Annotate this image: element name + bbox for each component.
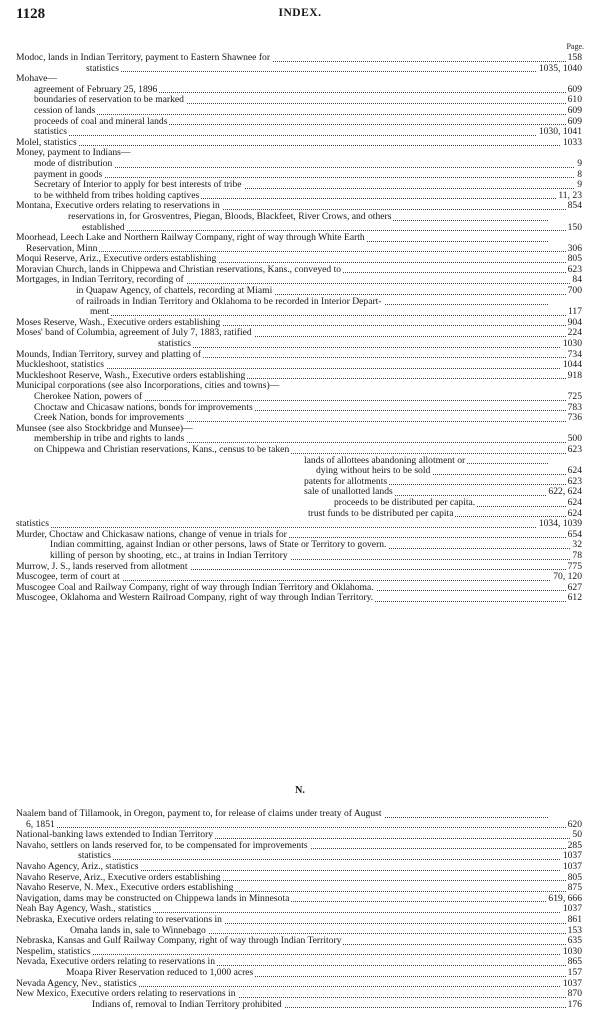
index-entry (16, 106, 582, 117)
index-entry (16, 968, 582, 979)
entry-text: statistics (86, 62, 120, 74)
entry-text: lands of allottees abandoning allotment or (304, 454, 466, 466)
page-reference: 176 (567, 998, 582, 1010)
page-reference: 700 (567, 285, 582, 297)
entry-text: Cherokee Nation, powers of (34, 391, 143, 402)
entry-text: dying without heirs to be sold (316, 465, 431, 477)
entry-text: Muckleshoot, statistics (16, 359, 104, 371)
dot-leader (158, 347, 582, 348)
page-reference: 620 (567, 818, 582, 830)
page-reference: 117 (567, 306, 582, 318)
index-entry (16, 509, 582, 520)
entry-text: Nespelim, statistics (16, 945, 91, 957)
dot-leader (34, 167, 582, 168)
page-reference: 1037 (562, 903, 582, 915)
page-reference: 918 (567, 369, 582, 381)
index-section-m (16, 53, 582, 604)
entry-text: of railroads in Indian Territory and Oklahoma to be recorded in Interior Depart- (76, 295, 382, 307)
index-entry (16, 445, 582, 456)
entry-text: Moses Reserve, Wash., Executive orders establishing (16, 316, 221, 328)
entry-text: Mohave— (16, 73, 58, 85)
page-reference: 623 (567, 443, 582, 455)
entry-text: Moqui Reserve, Ariz., Executive orders establishing (16, 253, 217, 265)
index-entry (16, 862, 582, 873)
page-reference: 610 (567, 94, 582, 106)
page-reference: 623 (567, 475, 582, 487)
index-entry (16, 212, 582, 223)
entry-text: statistics (78, 850, 112, 862)
page-reference: 78 (572, 549, 582, 561)
entry-text: Navigation, dams may be constructed on Chippewa lands in Minnesota (16, 892, 290, 904)
page-reference: 775 (567, 560, 582, 572)
page-reference: 11, 23 (558, 189, 582, 201)
page-reference: 635 (567, 935, 582, 947)
index-entry (16, 936, 582, 947)
entry-text: Neah Bay Agency, Wash., statistics (16, 903, 152, 915)
index-entry (16, 64, 582, 75)
entry-text: payment in goods (34, 168, 103, 180)
entry-text: National-banking laws extended to Indian Territory (16, 829, 214, 841)
dot-leader (16, 954, 582, 955)
index-entry (16, 159, 582, 170)
entry-text: Muckleshoot Reserve, Wash., Executive orders establishing (16, 369, 246, 381)
page-reference: 1030, 1041 (538, 126, 582, 138)
entry-text: Indian committing, against Indian or other persons, laws of State or Territory to govern. (50, 539, 387, 551)
page-reference: 150 (567, 221, 582, 233)
index-entry (16, 809, 582, 820)
page-reference: 1030 (562, 945, 582, 957)
index-entry (16, 498, 582, 509)
entry-text: Secretary of Interior to apply for best interests of tribe (34, 179, 242, 191)
page-reference: 84 (572, 274, 582, 286)
page-title: INDEX. (278, 7, 322, 19)
index-entry (16, 456, 582, 467)
index-entry (16, 466, 582, 477)
index-entry (16, 926, 582, 937)
dot-leader (78, 859, 582, 860)
page-number: 1128 (16, 6, 46, 22)
entry-text: patents for allotments (304, 475, 388, 487)
dot-leader (34, 114, 582, 115)
dot-leader (82, 230, 582, 231)
index-entry (16, 95, 582, 106)
page-reference: 622, 624 (548, 486, 582, 498)
entry-text: trust funds to be distributed per capita (308, 507, 454, 519)
index-entry (16, 551, 582, 562)
entry-text: Nevada Agency, Nev., statistics (16, 977, 137, 989)
page-reference: 805 (567, 253, 582, 265)
dot-leader (26, 251, 582, 252)
entry-text: to be withheld from tribes holding captives (34, 189, 200, 201)
section-heading-n: N. (295, 785, 305, 796)
page-reference: 1037 (562, 977, 582, 989)
page-reference: 1034, 1039 (538, 518, 582, 530)
entry-text: Money, payment to Indians— (16, 147, 131, 159)
entry-text: Navaho, settlers on lands reserved for, to be compensated for improvements (16, 839, 308, 851)
page-reference: 609 (567, 83, 582, 95)
entry-text: Naalem band of Tillamook, in Oregon, payment to, for release of claims under treaty of August (16, 808, 382, 819)
page-reference: 624 (567, 465, 582, 477)
page-reference: 1030 (562, 338, 582, 350)
index-entry (16, 947, 582, 958)
entry-text: Nebraska, Executive orders relating to reservations in (16, 913, 222, 925)
page-reference: 805 (567, 871, 582, 883)
page-reference: 725 (567, 391, 582, 402)
page-reference: 1037 (562, 860, 582, 872)
index-entry (16, 989, 582, 1000)
page-reference: 609 (567, 115, 582, 127)
entry-text: Nevada, Executive orders relating to reservations in (16, 956, 215, 968)
entry-text: Modoc, lands in Indian Territory, payment to Eastern Shawnee for (16, 52, 271, 63)
page-reference: 153 (567, 924, 582, 936)
page-reference: 736 (567, 412, 582, 424)
index-entry (16, 127, 582, 138)
dot-leader (90, 315, 582, 316)
index-entry (16, 957, 582, 968)
page-reference: 612 (567, 592, 582, 604)
entry-text: Reservation, Minn (26, 242, 98, 254)
page-reference: 783 (567, 401, 582, 413)
page-reference: 32 (572, 539, 582, 551)
entry-text: on Chippewa and Christian reservations, Kans., census to be taken (34, 443, 290, 455)
page-reference: 609 (567, 104, 582, 116)
entry-text: established (82, 221, 125, 233)
entry-text: membership in tribe and rights to lands (34, 433, 185, 445)
dot-leader (34, 177, 582, 178)
page-reference: 734 (567, 348, 582, 360)
entry-text: Navaho Reserve, Ariz., Executive orders establishing (16, 871, 221, 883)
page-reference: 9 (577, 179, 582, 191)
entry-text: Mortgages, in Indian Territory, recording of (16, 274, 184, 286)
dot-leader (86, 71, 582, 72)
entry-text: proceeds to be distributed per capita. (334, 496, 476, 508)
page-reference: 619, 666 (548, 892, 582, 904)
entry-text: Choctaw and Chicasaw nations, bonds for improvements (34, 401, 253, 413)
dot-leader (16, 145, 582, 146)
page-reference: 624 (567, 507, 582, 519)
page-header (16, 6, 584, 24)
page-reference: 624 (567, 496, 582, 508)
index-entry (16, 1000, 582, 1010)
entry-text: mode of distribution (34, 157, 113, 169)
entry-text: reservations in, for Grosventres, Piegan, Bloods, Blackfeet, River Crows, and others (68, 210, 392, 222)
index-entry (16, 593, 582, 604)
dot-leader (16, 527, 582, 528)
dot-leader (34, 135, 582, 136)
page-reference: 8 (577, 168, 582, 180)
entry-text: Indians of, removal to Indian Territory prohibited (92, 998, 282, 1010)
entry-text: 6, 1851 (26, 818, 55, 830)
dot-leader (26, 827, 582, 828)
page-reference: 654 (567, 528, 582, 540)
index-entry (16, 392, 582, 403)
page-reference: 1035, 1040 (538, 62, 582, 74)
index-entry (16, 328, 582, 339)
entry-text: New Mexico, Executive orders relating to reservations in (16, 988, 236, 1000)
index-entry (16, 117, 582, 128)
entry-text: proceeds of coal and mineral lands (34, 115, 168, 127)
page-reference: 875 (567, 882, 582, 894)
entry-text: sale of unallotted lands (304, 486, 393, 498)
entry-text: statistics (16, 518, 50, 530)
entry-text: in Quapaw Agency, of chattels, recording at Miami (76, 285, 273, 297)
entry-text: Muscogee, Oklahoma and Western Railroad Company, right of way through Indian Territory. (16, 592, 374, 604)
entry-text: Moapa River Reservation reduced to 1,000 acres (66, 966, 254, 978)
entry-text: Omaha lands in, sale to Winnebago (70, 924, 206, 936)
page-reference: 158 (567, 52, 582, 63)
entry-text: Nebraska, Kansas and Gulf Railway Company, right of way through Indian Territory (16, 935, 342, 947)
page-reference: 285 (567, 839, 582, 851)
entry-text: Navaho Reserve, N. Mex., Executive orders establishing (16, 882, 234, 894)
page-reference: 1033 (562, 136, 582, 148)
page-reference: 70, 120 (553, 571, 582, 583)
page-reference: 306 (567, 242, 582, 254)
index-entry (16, 487, 582, 498)
index-section-n (16, 809, 582, 1010)
entry-text: Creek Nation, bonds for improvements (34, 412, 185, 424)
page-reference: 1044 (562, 359, 582, 371)
page-reference: 623 (567, 263, 582, 275)
index-entry (16, 979, 582, 990)
page-reference: 157 (567, 966, 582, 978)
index-entry (16, 915, 582, 926)
page-reference: 627 (567, 581, 582, 593)
page-reference: 9 (577, 157, 582, 169)
page-reference: 50 (572, 829, 582, 841)
page-reference: 500 (567, 433, 582, 445)
page-column-heading: Page. (566, 42, 584, 51)
entry-text: Munsee (see also Stockbridge and Munsee)— (16, 422, 193, 434)
entry-text: ment (90, 306, 110, 318)
page-reference: 1037 (562, 850, 582, 862)
entry-text: Mounds, Indian Territory, survey and platting of (16, 348, 202, 360)
entry-text: agreement of February 25, 1896 (34, 83, 158, 95)
index-entry (16, 53, 582, 64)
entry-text: Moravian Church, lands in Chippewa and Christian reservations, Kans., conveyed to (16, 263, 342, 275)
page-reference: 854 (567, 200, 582, 212)
page-reference: 861 (567, 913, 582, 925)
entry-text: Moorhead, Leech Lake and Northern Railway Company, right of way through White Earth (16, 232, 365, 244)
page-reference: 865 (567, 956, 582, 968)
entry-text: cession of lands (34, 104, 96, 116)
index-entry (16, 477, 582, 488)
entry-text: Navaho Agency, Ariz., statistics (16, 860, 139, 872)
entry-text: Moses' band of Columbia, agreement of July 7, 1883, ratified (16, 327, 252, 339)
entry-text: statistics (34, 126, 68, 138)
entry-text: Municipal corporations (see also Incorporations, cities and towns)— (16, 380, 280, 392)
entry-text: statistics (158, 338, 192, 350)
entry-text: Montana, Executive orders relating to reservations in (16, 200, 220, 212)
page-reference: 224 (567, 327, 582, 339)
entry-text: Murrow, J. S., lands reserved from allotment (16, 560, 188, 572)
page-reference: 870 (567, 988, 582, 1000)
entry-text: Muscogee Coal and Railway Company, right of way through Indian Territory and Oklahoma. (16, 581, 374, 593)
entry-text: Muscogee, term of court at (16, 571, 120, 583)
entry-text: Murder, Choctaw and Chickasaw nations, change of venue in trials for (16, 528, 287, 540)
page-reference: 904 (567, 316, 582, 328)
index-entry (16, 233, 582, 244)
entry-text: boundaries of reservation to be marked (34, 94, 184, 106)
entry-text: Molel, statistics (16, 136, 77, 148)
entry-text: killing of person by shooting, etc., at trains in Indian Territory (50, 549, 288, 561)
